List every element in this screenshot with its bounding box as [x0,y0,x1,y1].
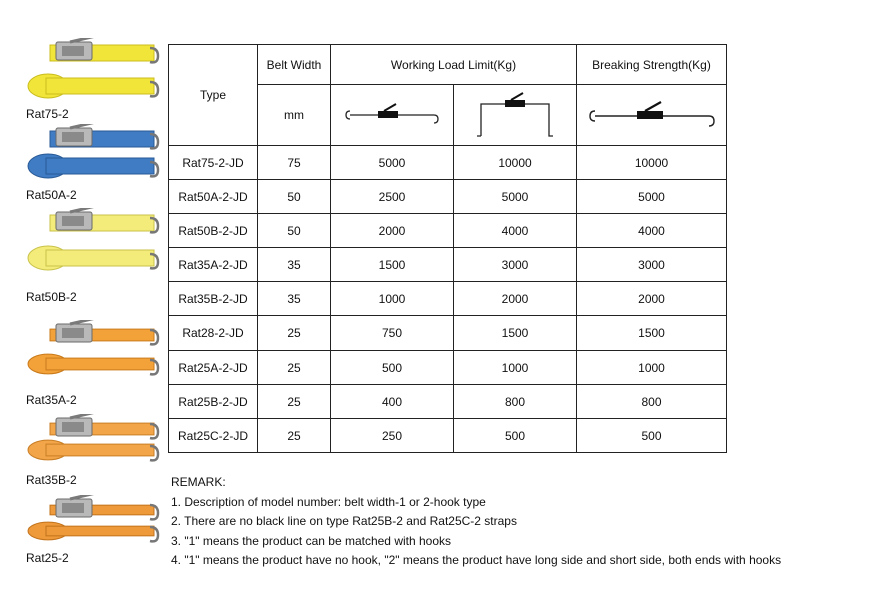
breaking-strength-cell: 800 [577,385,727,419]
belt-width-cell: 25 [258,351,331,385]
breaking-strength-cell: 10000 [577,146,727,180]
type-cell: Rat35A-2-JD [169,248,258,282]
product-label-rat50b-2: Rat50B-2 [26,290,77,304]
type-cell: Rat25A-2-JD [169,351,258,385]
breaking-strength-cell: 5000 [577,180,727,214]
product-image-rat50a-2 [22,124,162,180]
belt-width-cell: 35 [258,282,331,316]
remark-title: REMARK: [171,475,226,489]
belt-width-cell: 50 [258,214,331,248]
product-image-rat75-2 [22,38,162,100]
table-row [169,180,727,214]
remark-line-2: 2. There are no black line on type Rat25B-2 and Rat25C-2 straps [171,514,517,529]
wll-straight-cell: 500 [331,351,454,385]
product-image-rat35b-2 [22,414,162,464]
belt-width-header: Belt Width [258,45,331,85]
belt-width-cell: 25 [258,385,331,419]
belt-width-cell: 25 [258,316,331,351]
product-image-rat25-2 [22,495,162,545]
belt-width-cell: 75 [258,146,331,180]
table-row [169,385,727,419]
wll-looped-cell: 3000 [454,248,577,282]
wll-looped-icon-cell [454,85,577,146]
wll-straight-cell: 2500 [331,180,454,214]
breaking-strength-cell: 3000 [577,248,727,282]
wll-looped-cell: 5000 [454,180,577,214]
wll-straight-cell: 1500 [331,248,454,282]
table-row [169,316,727,351]
product-label-rat35b-2: Rat35B-2 [26,473,77,487]
remark-line-1: 1. Description of model number: belt width-1 or 2-hook type [171,494,486,509]
type-cell: Rat35B-2-JD [169,282,258,316]
wll-straight-cell: 5000 [331,146,454,180]
belt-width-cell: 35 [258,248,331,282]
breaking-strength-cell: 500 [577,419,727,453]
product-label-rat35a-2: Rat35A-2 [26,393,77,407]
product-label-rat25-2: Rat25-2 [26,551,69,565]
table-row [169,146,727,180]
wll-looped-cell: 500 [454,419,577,453]
table-row [169,248,727,282]
type-cell: Rat25C-2-JD [169,419,258,453]
product-image-rat50b-2 [22,208,162,272]
looped-hook-tiedown-icon [467,90,563,138]
remark-line-3: 3. "1" means the product can be matched with hooks [171,533,452,548]
type-cell: Rat50B-2-JD [169,214,258,248]
wll-straight-cell: 2000 [331,214,454,248]
wll-looped-cell: 800 [454,385,577,419]
product-image-rat35a-2 [22,320,162,378]
wll-straight-icon-cell [331,85,454,146]
wll-straight-cell: 1000 [331,282,454,316]
working-load-limit-header: Working Load Limit(Kg) [331,45,577,85]
type-cell: Rat50A-2-JD [169,180,258,214]
type-cell: Rat75-2-JD [169,146,258,180]
wll-straight-cell: 750 [331,316,454,351]
breaking-strength-cell: 2000 [577,282,727,316]
wll-looped-cell: 10000 [454,146,577,180]
spec-table [168,44,727,453]
table-row [169,214,727,248]
remark-block [171,473,781,571]
wll-straight-cell: 250 [331,419,454,453]
table-row [169,282,727,316]
breaking-strength-cell: 1000 [577,351,727,385]
wll-straight-cell: 400 [331,385,454,419]
type-cell: Rat25B-2-JD [169,385,258,419]
type-header: Type [169,45,258,146]
table-row [169,351,727,385]
breaking-strength-cell: 1500 [577,316,727,351]
belt-width-cell: 50 [258,180,331,214]
wll-looped-cell: 1000 [454,351,577,385]
wll-looped-cell: 4000 [454,214,577,248]
bs-icon-cell [577,85,727,146]
straight-hook-tiedown-icon [587,99,717,129]
wll-looped-cell: 2000 [454,282,577,316]
belt-width-cell: 25 [258,419,331,453]
table-row [169,419,727,453]
wll-looped-cell: 1500 [454,316,577,351]
product-label-rat75-2: Rat75-2 [26,107,69,121]
type-cell: Rat28-2-JD [169,316,258,351]
breaking-strength-cell: 4000 [577,214,727,248]
straight-hook-tiedown-icon [344,101,440,127]
remark-line-4: 4. "1" means the product have no hook, "2" means the product have long side and short side, both ends with hooks [171,553,782,568]
breaking-strength-header: Breaking Strength(Kg) [577,45,727,85]
unit-mm: mm [258,85,331,146]
product-label-rat50a-2: Rat50A-2 [26,188,77,202]
